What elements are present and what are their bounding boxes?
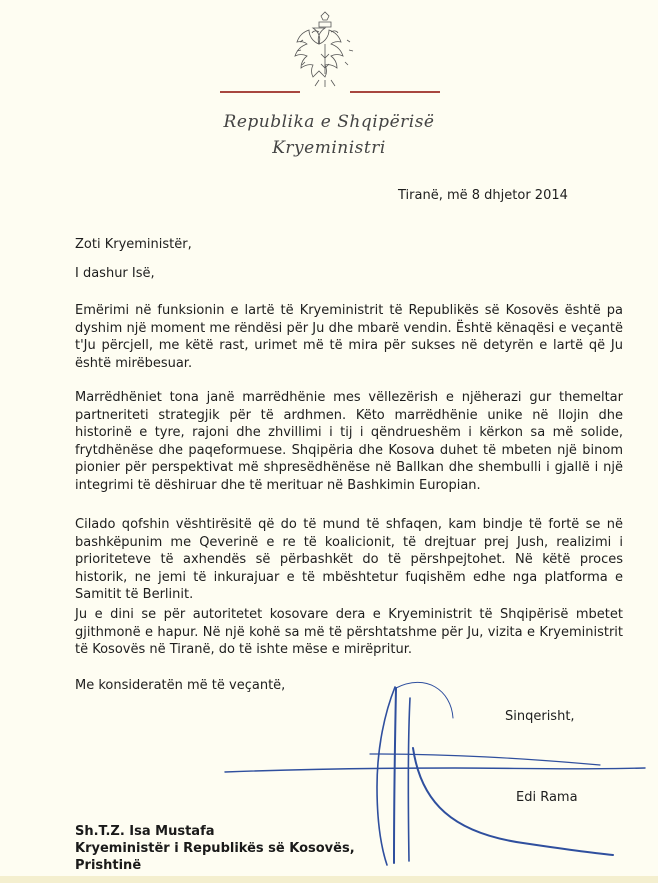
letterhead-rule-left — [220, 91, 300, 93]
addressee-title: Kryeministër i Republikës së Kosovës, — [75, 841, 355, 856]
body-paragraph: Ju e dini se për autoritetet kosovare dera e Kryeministrit të Shqipërisë mbetet gjithmonë e hapur. Në një kohë sa më të përshtatshme për Ju, vizita e Kryeministrit të Kosovës në Tiranë, do të ishte mëse e mirëpritur. — [75, 607, 623, 657]
body-paragraph: Marrëdhëniet tona janë marrëdhënie mes vëllezërish e njëherazi gur themeltar partneriteti strategjik për të ardhmen. Këto marrëdhënie unike në llojin dhe historinë e tyre, rajoni dhe zhvillimi i tij i qëndrueshëm i kërkon sa më solide, frytdhënëse dhe paqeformuese. Shqipëria dhe Kosova duhet të mbeten një binom pionier për perspektivat më shpresëdhënëse në Ballkan dhe shembulli i gjallë i një integrimi të dëshiruar dhe të merituar në Bashkimin Europian. — [75, 390, 623, 493]
closing-line: Me konsideratën më të veçantë, — [75, 678, 286, 693]
signer-name: Edi Rama — [516, 790, 578, 805]
addressee-name: Sh.T.Z. Isa Mustafa — [75, 824, 215, 839]
double-headed-eagle-emblem-icon — [285, 10, 365, 90]
sign-off: Sinqerisht, — [505, 709, 575, 724]
addressee-city: Prishtinë — [75, 858, 142, 873]
page-bottom-edge — [0, 876, 658, 883]
body-paragraph: Cilado qofshin vështirësitë që do të mund të shfaqen, kam bindje të fortë se në bashkëpunim me Qeverinë e re të koalicionit, të drejtuar prej Jush, realizimi i prioriteteve të axhendës së përbashkët do të përshpejtohet. Në këtë proces historik, ne jemi të inkurajuar e të mbështetur fuqishëm edhe nga platforma e Samitit të Berlinit. — [75, 517, 623, 602]
salutation-formal: Zoti Kryeministër, — [75, 237, 192, 252]
letterhead — [0, 0, 658, 170]
letterhead-republic: Republika e Shqipërisë — [223, 112, 435, 132]
addressee-block — [75, 823, 355, 874]
letterhead-rule-right — [350, 91, 440, 93]
salutation-personal: I dashur Isë, — [75, 266, 155, 281]
body-paragraph: Emërimi në funksionin e lartë të Kryeministrit të Republikës së Kosovës është pa dyshim një moment me rëndësi për Ju dhe mbarë vendin. Është kënaqësi e veçantë t'Ju përcjell, me këtë rast, urimet më të mira për sukses në detyrën e lartë që Ju është mirëbesuar. — [75, 303, 623, 371]
date-line: Tiranë, më 8 dhjetor 2014 — [398, 188, 568, 203]
letterhead-office: Kryeministri — [272, 138, 386, 158]
